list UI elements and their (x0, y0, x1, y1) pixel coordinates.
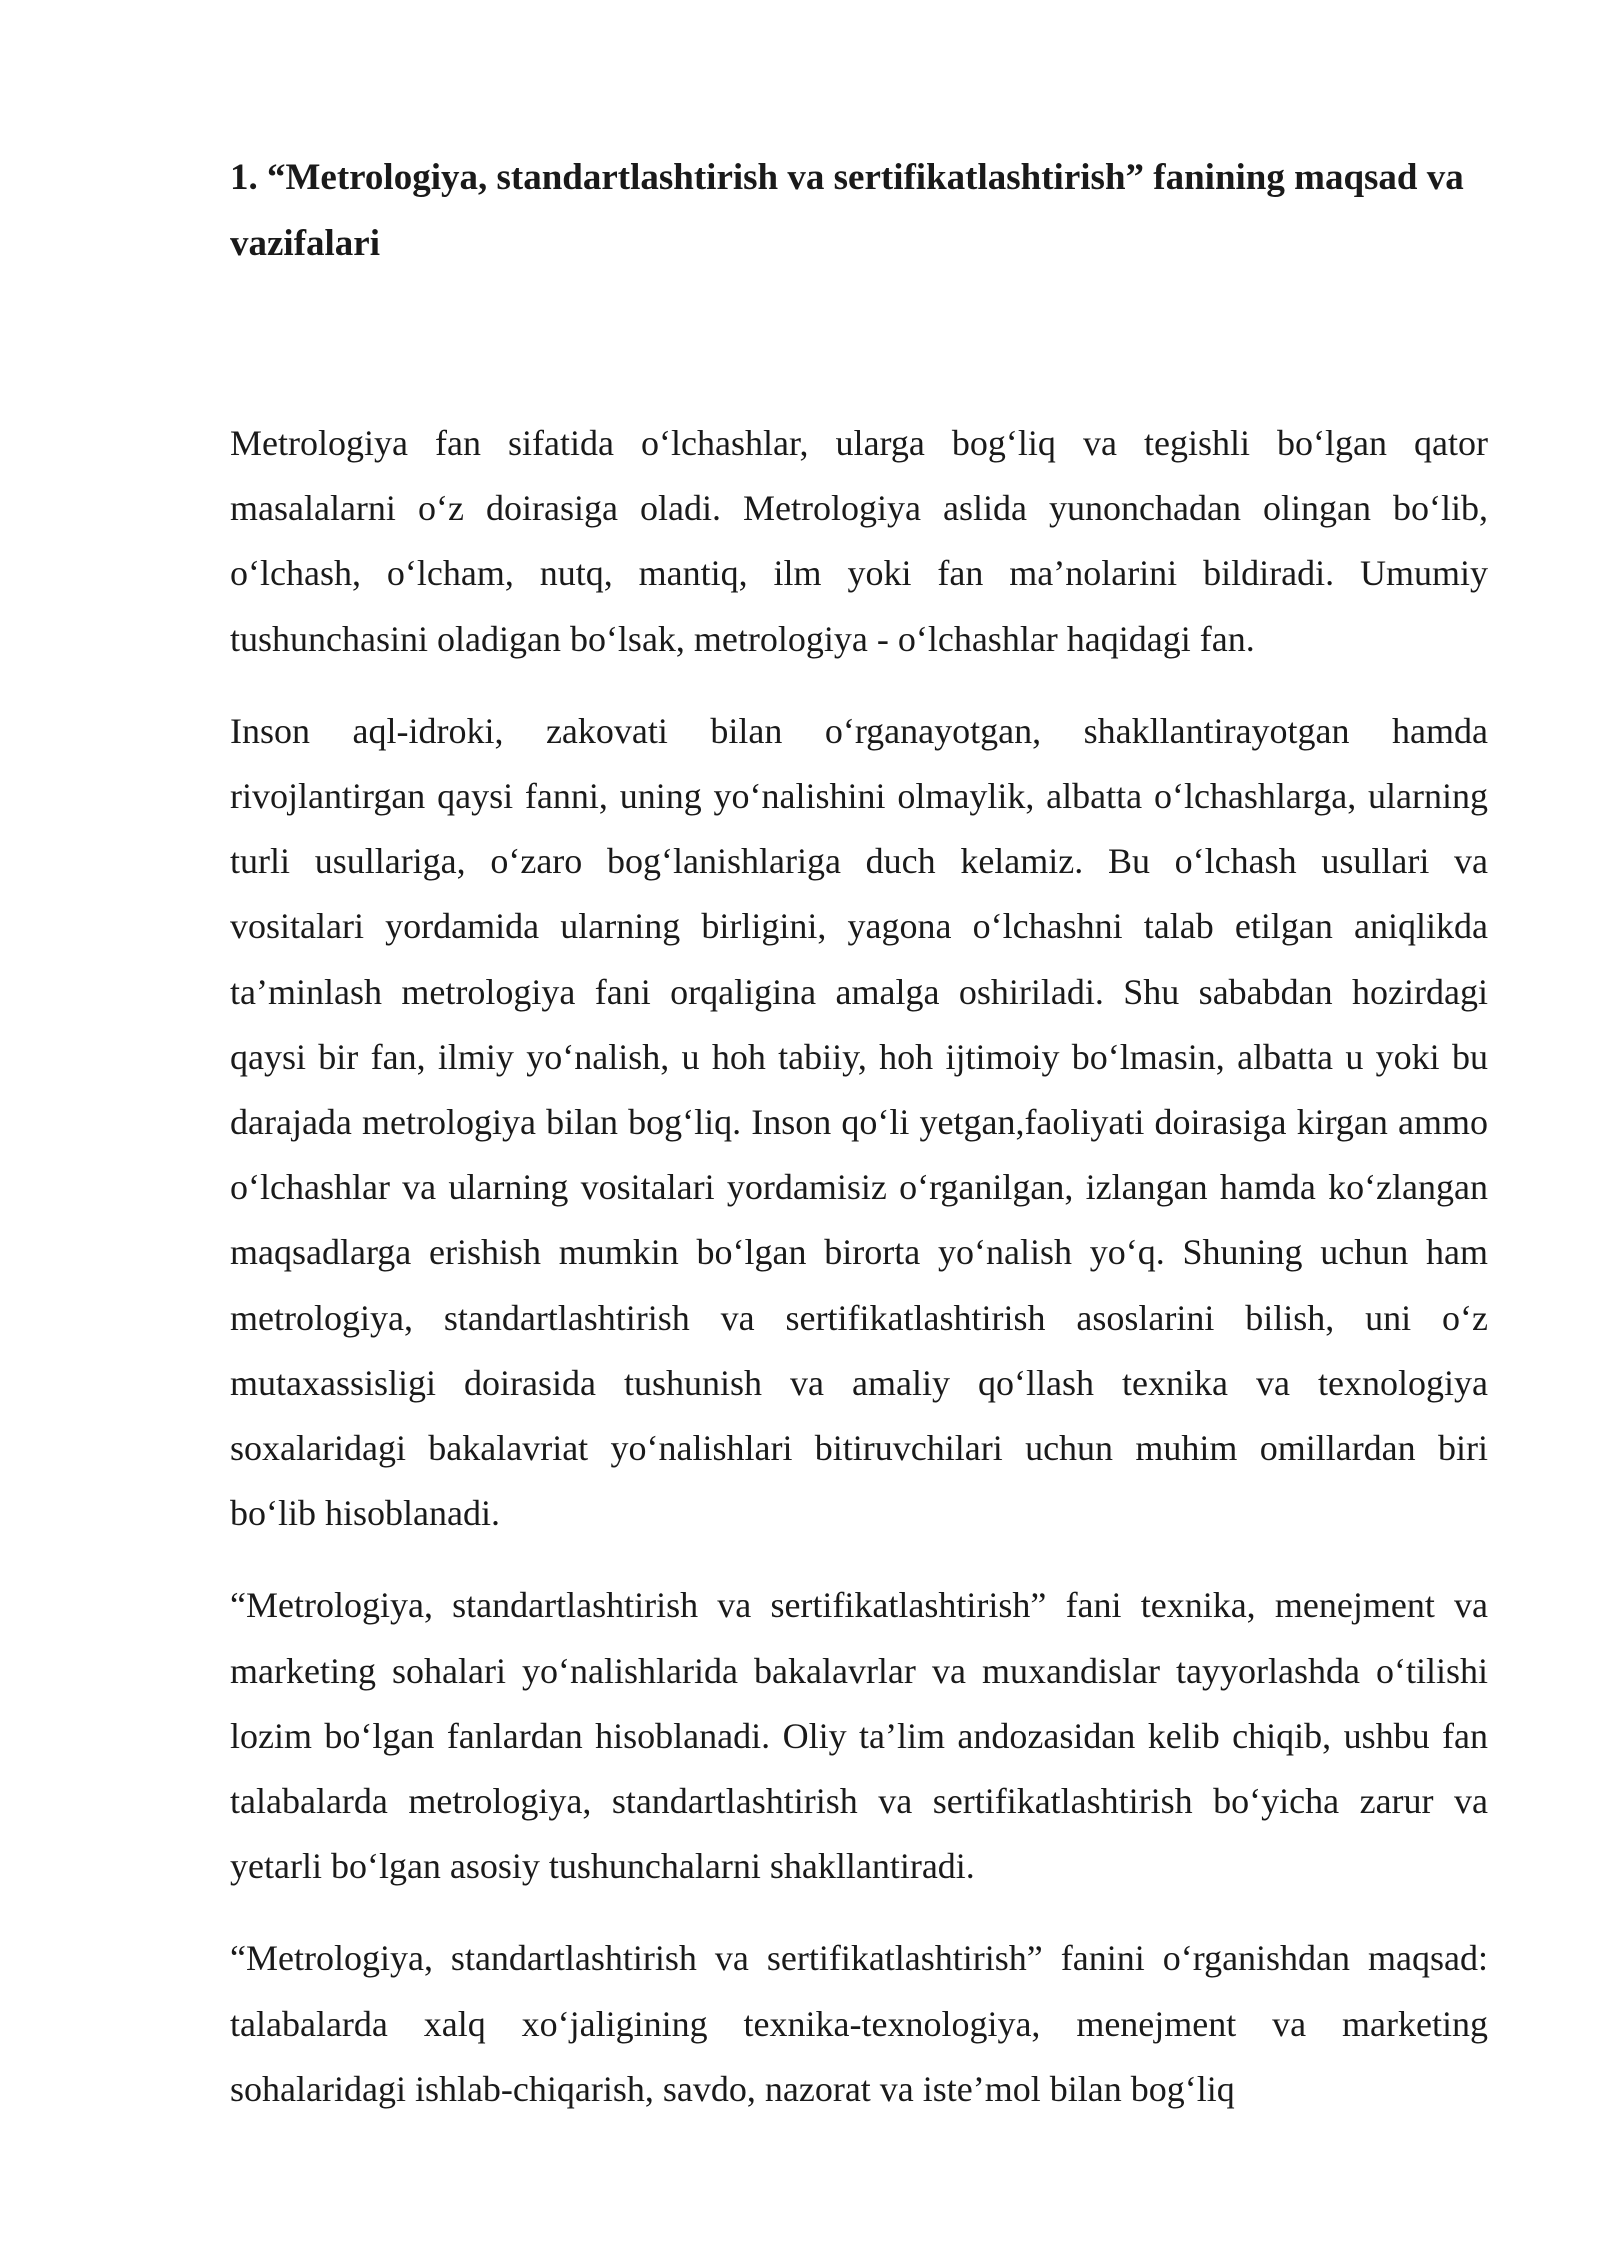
paragraph-metrology-definition: Metrologiya fan sifatida o‘lchashlar, ularga bog‘liq va tegishli bo‘lgan qator masalalarni o‘z doirasiga oladi. Metrologiya aslida yunonchadan olingan bo‘lib, o‘lchash, o‘lcham, nutq, mantiq, ilm yoki fan ma’nolarini bildiradi. Umumiy tushunchasini oladigan bo‘lsak, metrologiya - o‘lchashlar haqidagi fan. (230, 423, 1488, 659)
section-heading: 1. “Metrologiya, standartlashtirish va sertifikatlashtirish” fanining maqsad va vazifalari (230, 157, 1464, 264)
paragraph-course-description: “Metrologiya, standartlashtirish va sertifikatlashtirish” fani texnika, menejment va marketing sohalari yo‘nalishlarida bakalavrlar va muxandislar tayyorlashda o‘tilishi lozim bo‘lgan fanlardan hisoblanadi. Oliy ta’lim andozasidan kelib chiqib, ushbu fan talabalarda metrologiya, standartlashtirish va sertifikatlashtirish bo‘yicha zarur va yetarli bo‘lgan asosiy tushunchalarni shakllantiradi. (230, 1585, 1488, 1887)
paragraph-measurement-importance: Inson aql-idroki, zakovati bilan o‘rganayotgan, shakllantirayotgan hamda rivojlantirgan qaysi fanni, uning yo‘nalishini olmaylik, albatta o‘lchashlarga, ularning turli usullariga, o‘zaro bog‘lanishlariga duch kelamiz. Bu o‘lchash usullari va vositalari yordamida ularning birligini, yagona o‘lchashni talab etilgan aniqlikda ta’minlash metrologiya fani orqaligina amalga oshiriladi. Shu sababdan hozirdagi qaysi bir fan, ilmiy yo‘nalish, u hoh tabiiy, hoh ijtimoiy bo‘lmasin, albatta u yoki bu darajada metrologiya bilan bog‘liq. Inson qo‘li yetgan,faoliyati doirasiga kirgan ammo o‘lchashlar va ularning vositalari yordamisiz o‘rganilgan, izlangan hamda ko‘zlangan maqsadlarga erishish mumkin bo‘lgan birorta yo‘nalish yo‘q. Shuning uchun ham metrologiya, standartlashtirish va sertifikatlashtirish asoslarini bilish, uni o‘z mutaxassisligi doirasida tushunish va amaliy qo‘llash texnika va texnologiya soxalaridagi bakalavriat yo‘nalishlari bitiruvchilari uchun muhim omillardan biri bo‘lib hisoblanadi. (230, 710, 1488, 1534)
document-body (230, 145, 1488, 2122)
paragraph-course-goal: “Metrologiya, standartlashtirish va sertifikatlashtirish” fanini o‘rganishdan maqsad: talabalarda xalq xo‘jaligining texnika-texnologiya, menejment va marketing sohalaridagi ishlab-chiqarish, savdo, nazorat va iste’mol bilan bog‘liq (230, 1938, 1488, 2109)
